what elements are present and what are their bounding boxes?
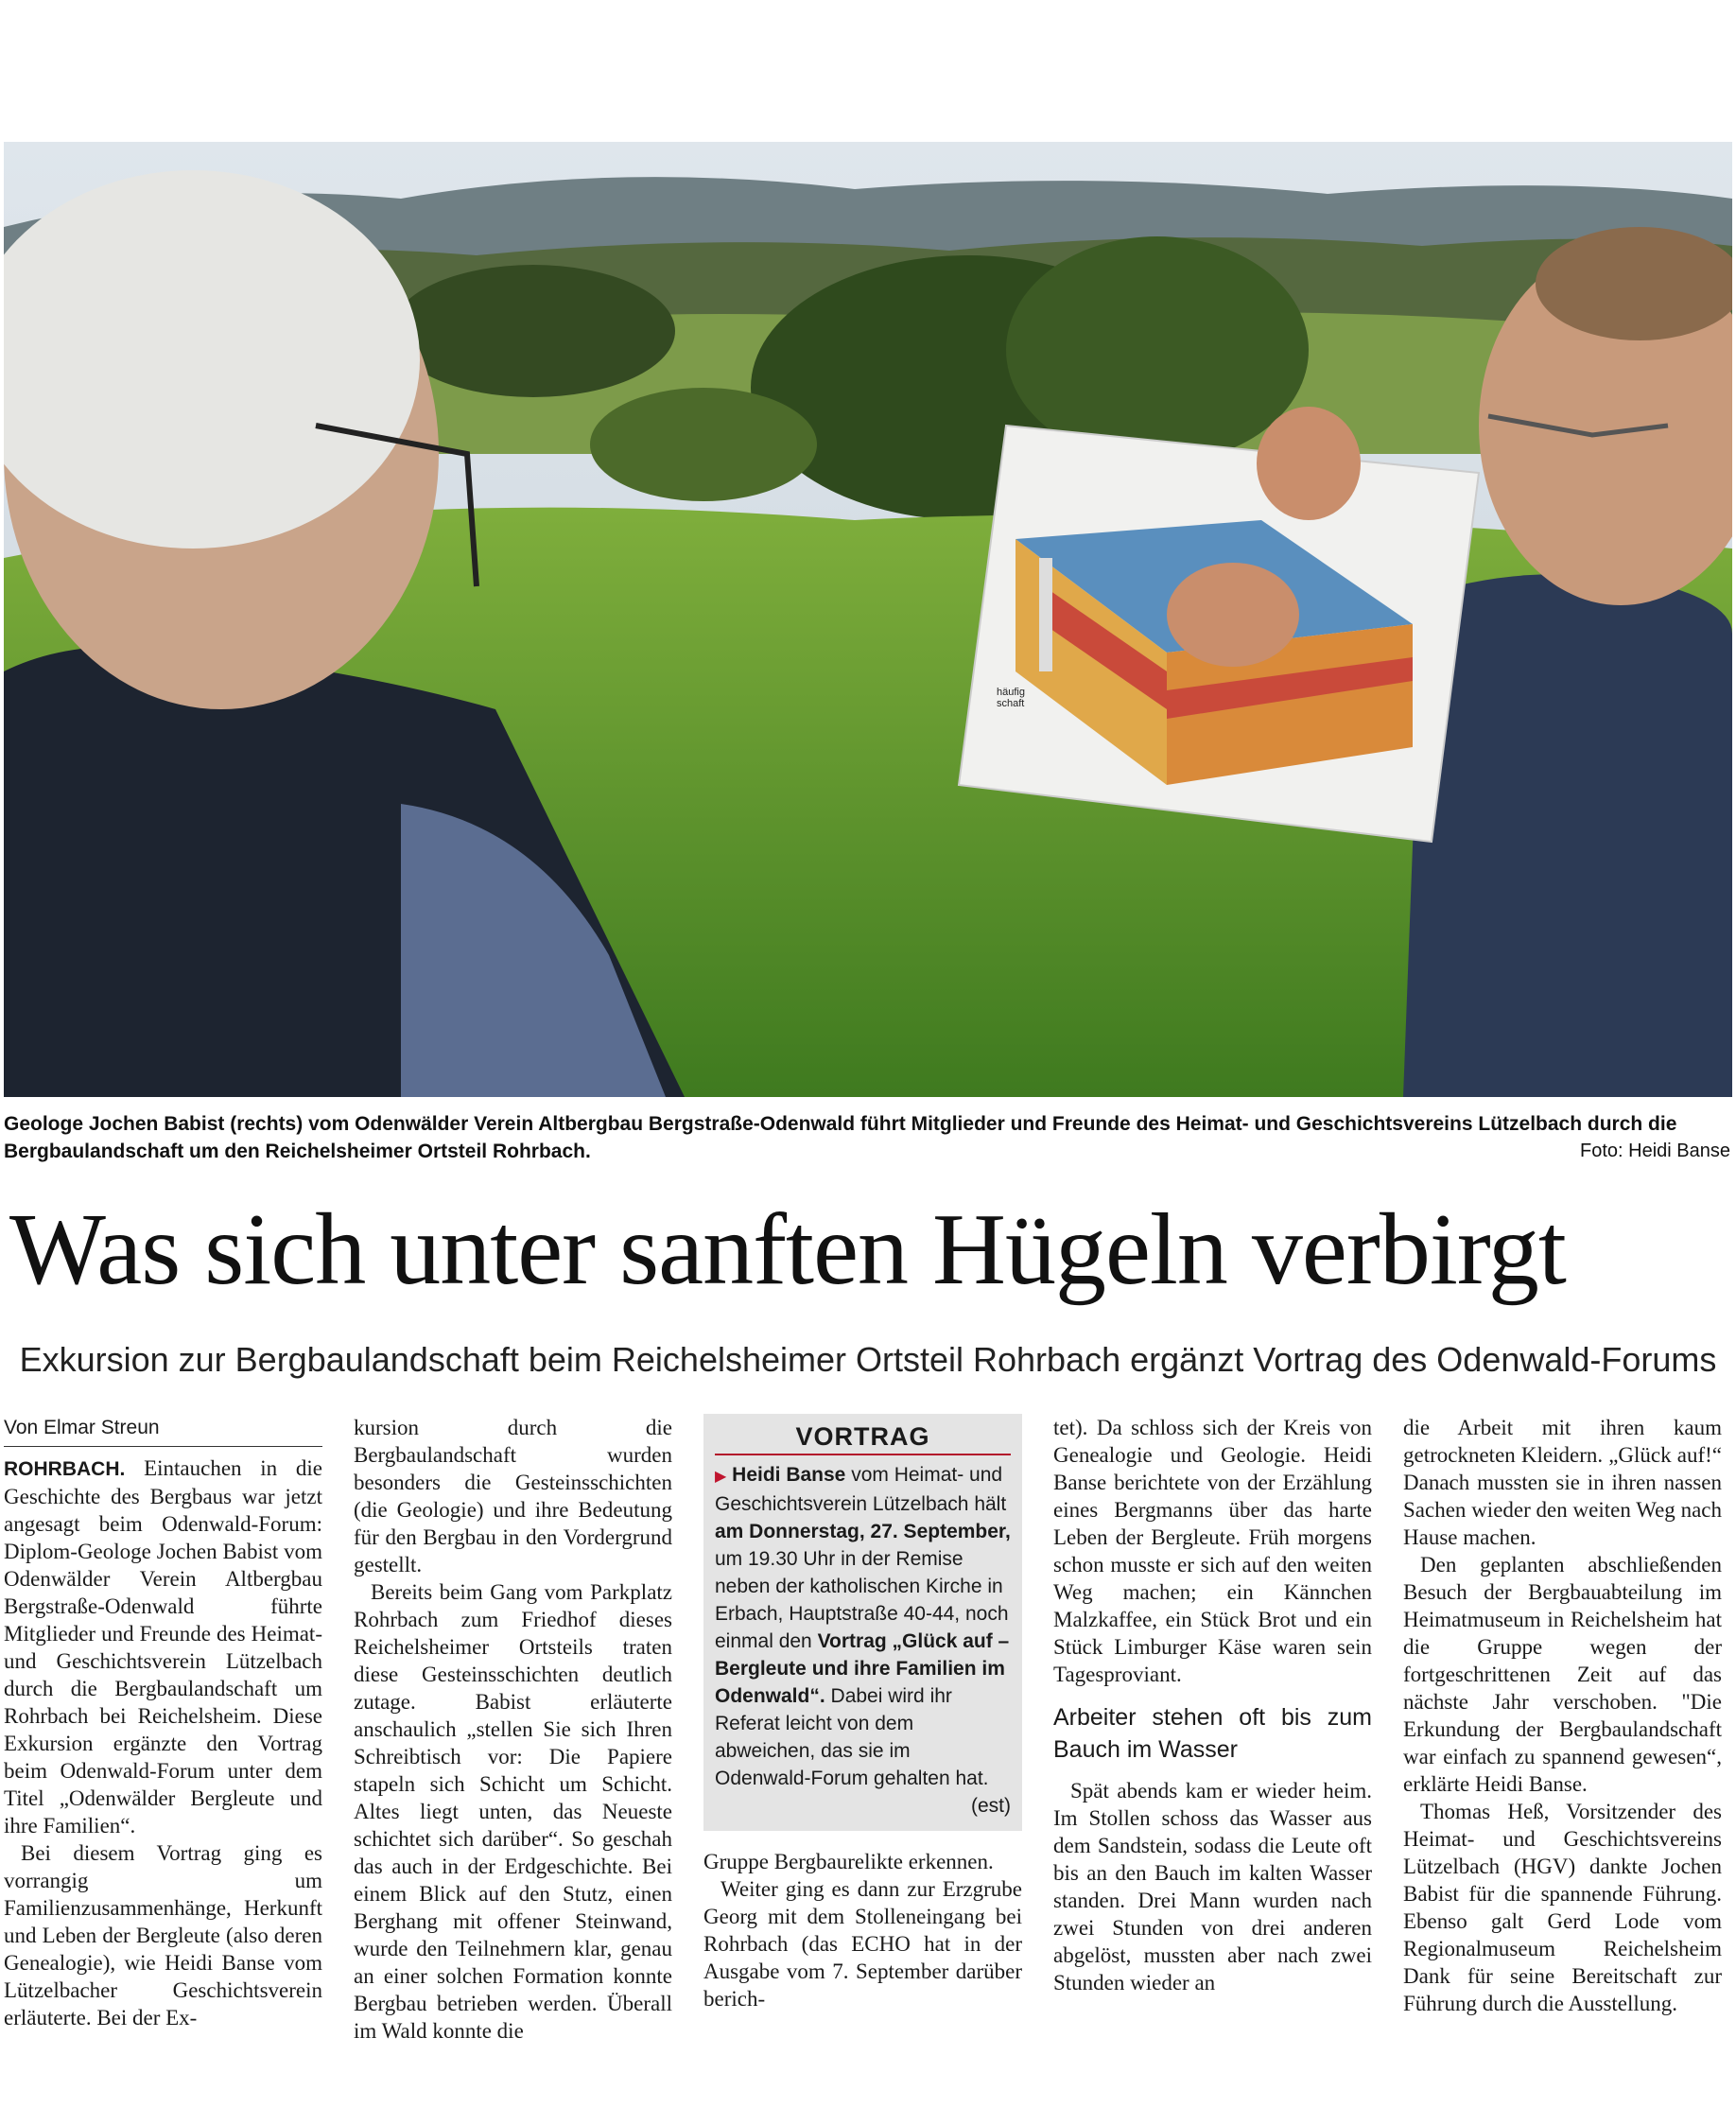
paragraph: Thomas Heß, Vorsitzender des Heimat- und Geschichtsvereins Lützelbach (HGV) dankte Jochen Babist für die spannende Führung. Ebenso galt Gerd Lode vom Regionalmuseum Reichelsheim Dank für seine Bereitschaft zur Führung durch die Ausstellung.: [1403, 1800, 1722, 2015]
info-box-text: Dabei wird ihr Referat leicht von dem abweichen, das sie im Odenwald-Forum gehalten hat.: [715, 1685, 989, 1789]
headline: Was sich unter sanften Hügeln verbirgt: [9, 1193, 1566, 1306]
info-box-vortrag: [703, 1414, 1022, 1831]
paragraph: tet). Da schloss sich der Kreis von Genealogie und Geologie. Heidi Banse berichtete von der Erzählung eines Bergmanns über das harte Leben der Bergleute. Früh morgens schon musste er sich auf den weiten Weg machen; ein Kännchen Malzkaffee, ein Stück Brot und ein Stück Limburger Käse waren sein Tagesproviant.: [1053, 1416, 1372, 1686]
photo-credit: Foto: Heidi Banse: [1580, 1141, 1730, 1161]
info-box-talk-title: Vortrag „Glück auf – Bergleute und ihre Familien im Odenwald“.: [715, 1630, 1010, 1707]
subheadline: Exkursion zur Bergbaulandschaft beim Reichelsheimer Ortsteil Rohrbach ergänzt Vortrag des Odenwald-Forums: [19, 1340, 1717, 1379]
paragraph-text: Eintauchen in die Geschichte des Bergbaus war jetzt angesagt beim Odenwald-Forum: Diplom-Geologe Jochen Babist vom Odenwälder Verein Altbergbau Bergstraße-Odenwald führte Mitglieder und Freunde des Heimat- und Geschichtsverein Lützelbach durch die Bergbaulandschaft um Rohrbach bei Reichelsheim. Diese Exkursion ergänzte den Vortrag beim Odenwald-Forum unter dem Titel „Odenwälder Bergleute und ihre Familien“.: [4, 1456, 322, 1838]
photo-geologist-landscape: [4, 142, 1732, 1097]
photo-caption: [4, 1110, 1730, 1165]
paragraph: Bei diesem Vortrag ging es vorrangig um Familienzusammenhänge, Herkunft und Leben der Bergleute (also deren Genealogie), wie Heidi Banse vom Lützelbacher Geschichtsverein erläuterte. Bei der Ex-: [4, 1841, 322, 2029]
article-column-3: [703, 1414, 1022, 2012]
intertitle: Arbeiter stehen oft bis zum Bauch im Wasser: [1053, 1704, 1372, 1763]
article-column-5: [1403, 1414, 1722, 2017]
paragraph: Den geplanten abschließenden Besuch der Bergbauabteilung im Heimatmuseum in Reichelsheim hat die Gruppe wegen der fortgeschrittenen Zeit auf das nächste Jahr verschoben. "Die Erkundung der Bergbaulandschaft war einfach zu spannend gewesen“, erklärte Heidi Banse.: [1403, 1553, 1722, 1796]
paragraph: die Arbeit mit ihren kaum getrockneten Kleidern. „Glück auf!“ Danach mussten sie in ihren nassen Sachen wieder den weiten Weg nach Hause machen.: [1403, 1416, 1722, 1549]
info-box-title: VORTRAG: [715, 1423, 1011, 1455]
article-photo: [4, 142, 1732, 1097]
info-box-date: am Donnerstag, 27. September,: [715, 1521, 1011, 1542]
paragraph: Gruppe Bergbaurelikte erkennen.: [703, 1850, 994, 1873]
info-box-signature: (est): [971, 1795, 1011, 1817]
paragraph: Spät abends kam er wieder heim. Im Stollen schoss das Wasser aus dem Sandstein, sodass die Leute oft bis an den Bauch im kalten Wasser standen. Drei Mann wurden nach zwei Stunden von drei anderen abgelöst, mussten aber nach zwei Stunden wieder an: [1053, 1779, 1372, 1994]
paragraph: [4, 1454, 322, 1839]
paragraph: Weiter ging es dann zur Erzgrube Georg mit dem Stolleneingang bei Rohrbach (das ECHO hat in der Ausgabe vom 7. September darüber berich-: [703, 1877, 1022, 2011]
arrow-icon: ▶: [715, 1469, 727, 1485]
info-box-text: vom Heimat- und Geschichtsverein Lützelbach hält: [715, 1464, 1007, 1515]
info-box-text: um 19.30 Uhr in der Remise neben der katholischen Kirche in Erbach, Hauptstraße 40-44, noch einmal den: [715, 1548, 1009, 1652]
caption-text: Geologe Jochen Babist (rechts) vom Odenwälder Verein Altbergbau Bergstraße-Odenwald führt Mitglieder und Freunde des Heimat- und Geschichtsvereins Lützelbach durch die Bergbaulandschaft um den Reichelsheimer Ortsteil Rohrbach.: [4, 1113, 1677, 1162]
chart-label-haeufig: häufig: [997, 687, 1025, 698]
paragraph: Bereits beim Gang vom Parkplatz Rohrbach zum Friedhof dieses Reichelsheimer Ortsteils traten diese Gesteinsschichten deutlich zutage. Babist erläuterte anschaulich „stellen Sie sich Ihren Schreibtisch vor: Die Papiere stapeln sich Schicht um Schicht. Altes liegt unten, das Neueste schichtet sich darüber“. So geschah das auch in der Erdgeschichte. Bei einem Blick auf den Stutz, einen Berghang mit offener Steinwand, wurde den Teilnehmern klar, genau an einer solchen Formation konnte Bergbau betrieben werden. Überall im Wald konnte die: [354, 1580, 672, 2043]
dateline: ROHRBACH.: [4, 1458, 126, 1480]
article-column-1: [4, 1414, 322, 2031]
paragraph: kursion durch die Bergbaulandschaft wurden besonders die Gesteinsschichten (die Geologie) und ihre Bedeutung für den Bergbau in den Vordergrund gestellt.: [354, 1416, 672, 1576]
author-byline: Von Elmar Streun: [4, 1414, 322, 1447]
article-column-2: [354, 1414, 672, 2045]
article-column-4: [1053, 1414, 1372, 1996]
chart-label-schaft: schaft: [997, 698, 1025, 709]
info-box-name: Heidi Banse: [732, 1464, 846, 1486]
